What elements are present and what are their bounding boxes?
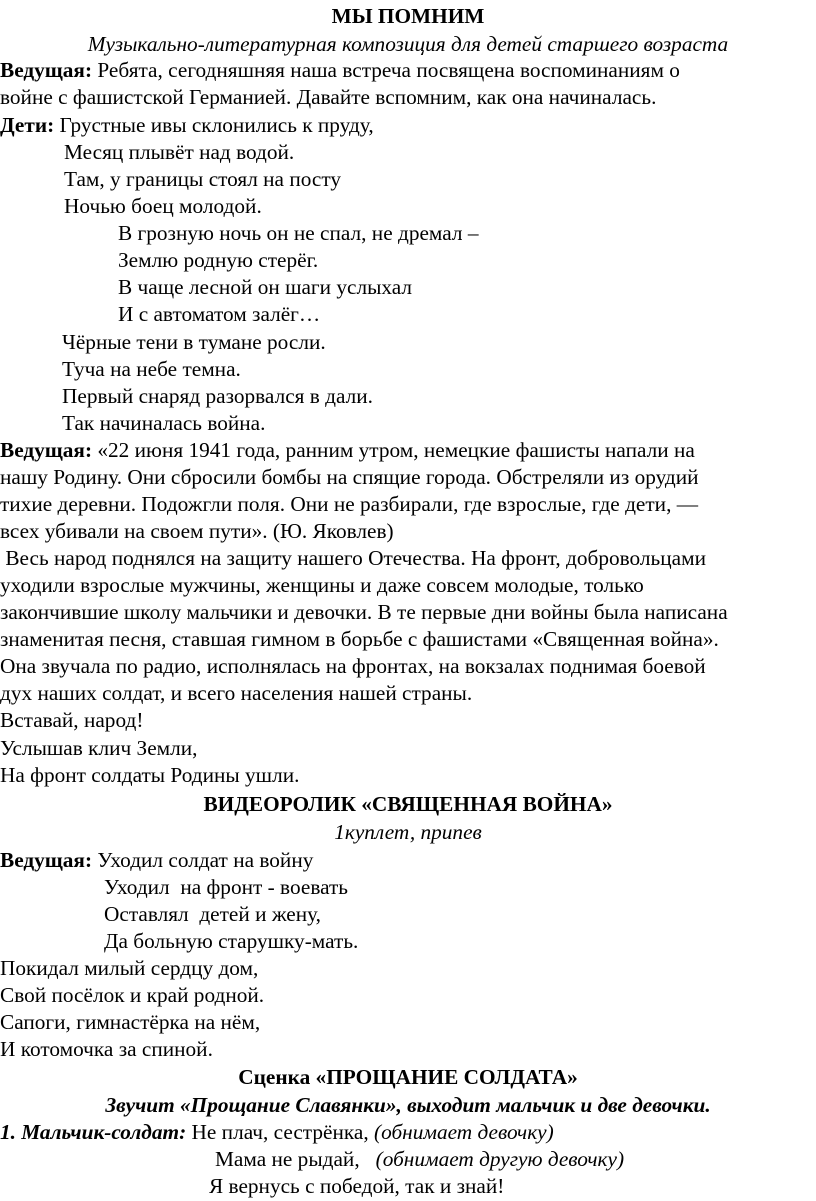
poem-line: В чаще лесной он шаги услыхал xyxy=(118,275,413,299)
poem-line: Уходил на фронт - воевать xyxy=(104,875,349,899)
scene-line-3: Я вернусь с победой, так и знай! xyxy=(209,1174,505,1198)
children-poem-first-line xyxy=(0,110,374,140)
soldier-poem-first-line xyxy=(0,845,313,875)
poem-line: Да больную старушку-мать. xyxy=(104,929,359,953)
stage-note: (обнимает девочку) xyxy=(374,1120,554,1144)
poem-line: Землю родную стерёг. xyxy=(118,248,319,272)
poem-line: Туча на небе темна. xyxy=(62,357,241,381)
poem-line: В грозную ночь он не спал, не дремал – xyxy=(118,221,479,245)
poem-line: Покидал милый сердцу дом, xyxy=(0,956,259,980)
narration-line: нашу Родину. Они сбросили бомбы на спящие города. Обстреляли из орудий xyxy=(0,465,699,489)
speaker-label: 1. Мальчик-солдат: xyxy=(0,1120,187,1144)
poem-line: Там, у границы стоял на посту xyxy=(64,167,342,191)
page-title: МЫ ПОМНИМ xyxy=(331,4,485,28)
scene-heading: Сценка «ПРОЩАНИЕ СОЛДАТА» xyxy=(238,1065,578,1089)
intro-line-2: войне с фашистской Германией. Давайте вспомним, как она начиналась. xyxy=(0,85,657,109)
poem-line: Первый снаряд разорвался в дали. xyxy=(62,384,373,408)
scene-text: Не плач, сестрёнка, xyxy=(186,1120,374,1144)
narration-line: Вставай, народ! xyxy=(0,708,144,732)
narration-line: Она звучала по радио, исполнялась на фронтах, на вокзалах поднимая боевой xyxy=(0,654,706,678)
poem-line: Чёрные тени в тумане росли. xyxy=(62,330,326,354)
stage-note: (обнимает другую девочку) xyxy=(375,1147,625,1171)
speaker-label: Ведущая: xyxy=(0,438,93,462)
intro-line-1 xyxy=(0,55,680,85)
narration-text: «22 июня 1941 года, ранним утром, немецкие фашисты напали на xyxy=(92,438,695,462)
poem-line: Оставлял детей и жену, xyxy=(104,902,321,926)
scene-line-2 xyxy=(215,1144,624,1174)
poem-line: И с автоматом залёг… xyxy=(118,302,321,326)
video-note: 1куплет, припев xyxy=(334,820,482,844)
poem-line: И котомочка за спиной. xyxy=(0,1037,213,1061)
scene-direction: Звучит «Прощание Славянки», выходит мальчик и две девочки. xyxy=(105,1093,711,1117)
poem-line: Месяц плывёт над водой. xyxy=(64,140,295,164)
poem-line: Свой посёлок и край родной. xyxy=(0,983,265,1007)
narration-line: Весь народ поднялся на защиту нашего Отечества. На фронт, добровольцами xyxy=(0,546,706,570)
narration-line: знаменитая песня, ставшая гимном в борьбе с фашистами «Священная война». xyxy=(0,627,719,651)
speaker-label: Ведущая: xyxy=(0,848,93,872)
narration-line: тихие деревни. Подожгли поля. Они не разбирали, где взрослые, где дети, — xyxy=(0,492,699,516)
intro-text: Ребята, сегодняшняя наша встреча посвящена воспоминаниям о xyxy=(92,58,680,82)
poem-line: Ночью боец молодой. xyxy=(64,194,262,218)
narration-first-line xyxy=(0,435,695,465)
narration-line: уходили взрослые мужчины, женщины и даже совсем молодые, только xyxy=(0,573,644,597)
narration-line: закончившие школу мальчики и девочки. В те первые дни войны была написана xyxy=(0,600,728,624)
poem-line: Сапоги, гимнастёрка на нём, xyxy=(0,1010,261,1034)
narration-line: всех убивали на своем пути». (Ю. Яковлев) xyxy=(0,519,394,543)
page-subtitle: Музыкально-литературная композиция для детей старшего возраста xyxy=(87,32,729,56)
poem-line: Грустные ивы склонились к пруду, xyxy=(54,113,374,137)
scene-text: Мама не рыдай, xyxy=(215,1147,376,1171)
speaker-label: Дети: xyxy=(0,113,55,137)
speaker-label: Ведущая: xyxy=(0,58,93,82)
narration-line: дух наших солдат, и всего населения нашей страны. xyxy=(0,681,473,705)
poem-line: Уходил солдат на войну xyxy=(92,848,314,872)
video-heading: ВИДЕОРОЛИК «СВЯЩЕННАЯ ВОЙНА» xyxy=(203,792,613,816)
scene-line-1 xyxy=(0,1117,554,1147)
narration-line: На фронт солдаты Родины ушли. xyxy=(0,763,300,787)
narration-line: Услышав клич Земли, xyxy=(0,736,198,760)
poem-line: Так начиналась война. xyxy=(62,411,266,435)
